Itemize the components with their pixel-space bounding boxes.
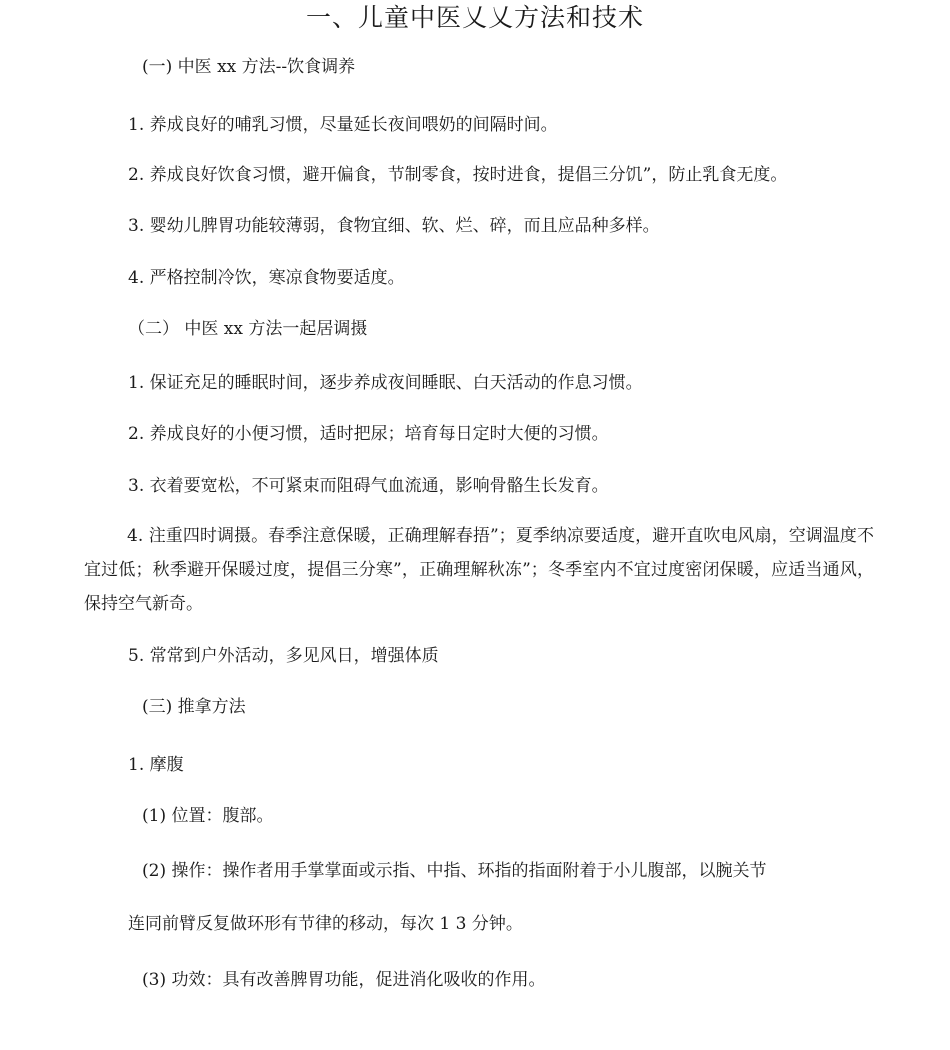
section-1-item-1: 1. 养成良好的哺乳习惯，尽量延长夜间喂奶的间隔时间。 (128, 115, 558, 135)
section-3-item-3: (3) 功效：具有改善脾胃功能，促进消化吸收的作用。 (142, 970, 546, 990)
section-2-item-4: 4. 注重四时调摄。春季注意保暖，正确理解春捂”；夏季纳凉要适度，避开直吹电风扇，空调温度不宜过低；秋季避开保暖过度，提倡三分寒”，正确理解秋冻”；冬季室内不宜过度密闭保暖，应适当通风，保持空气新奇。 (84, 526, 874, 614)
section-3-item-1: (1) 位置：腹部。 (142, 806, 274, 826)
section-3-heading: (三) 推拿方法 (142, 697, 246, 717)
section-3-item-2-continued: 连同前臂反复做环形有节律的移动，每次 1 3 分钟。 (128, 914, 523, 934)
section-3-subheading: 1. 摩腹 (128, 755, 184, 775)
section-2-heading: （二） 中医 xx 方法一起居调摄 (128, 319, 368, 339)
section-1-item-3: 3. 婴幼儿脾胃功能较薄弱，食物宜细、软、烂、碎，而且应品种多样。 (128, 216, 660, 236)
section-1-item-4: 4. 严格控制冷饮，寒凉食物要适度。 (128, 268, 405, 288)
section-2-item-1: 1. 保证充足的睡眠时间，逐步养成夜间睡眠、白天活动的作息习惯。 (128, 373, 643, 393)
document-title: 一、儿童中医乂乂方法和技术 (305, 3, 644, 32)
section-3-item-2: (2) 操作：操作者用手掌掌面或示指、中指、环指的指面附着于小儿腹部，以腕关节 (142, 861, 767, 881)
section-1-item-2: 2. 养成良好饮食习惯，避开偏食，节制零食，按时进食，提倡三分饥”，防止乳食无度。 (128, 165, 788, 185)
section-1-heading: (一) 中医 xx 方法--饮食调养 (142, 57, 356, 77)
section-2-item-5: 5. 常常到户外活动，多见风日，增强体质 (128, 646, 439, 666)
section-2-item-2: 2. 养成良好的小便习惯，适时把尿；培育每日定时大便的习惯。 (128, 424, 609, 444)
section-2-item-3: 3. 衣着要宽松，不可紧束而阻碍气血流通，影响骨骼生长发育。 (128, 476, 609, 496)
